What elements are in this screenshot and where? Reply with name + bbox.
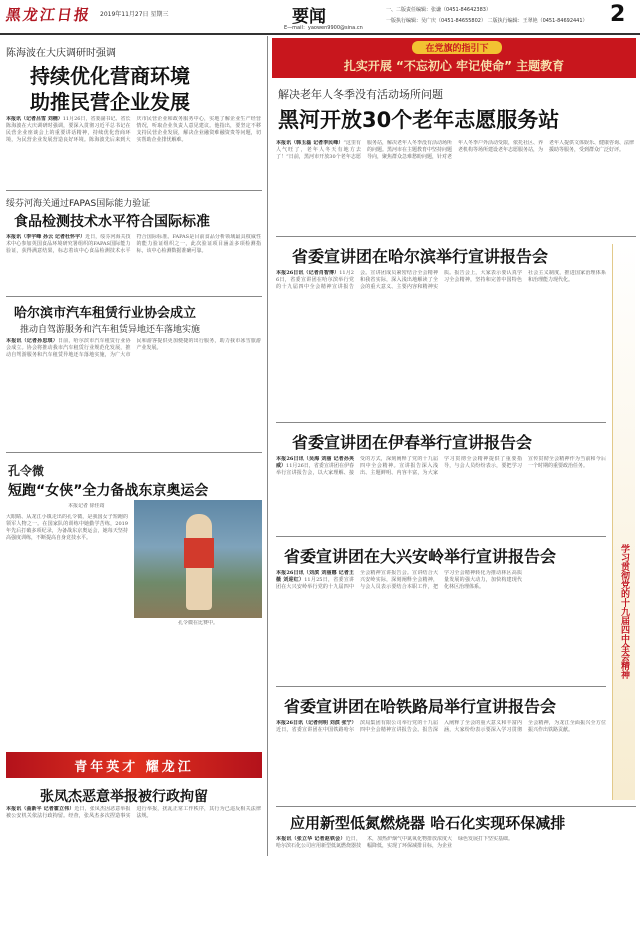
- a7-title: 省委宣讲团在哈尔滨举行宣讲报告会: [292, 247, 549, 266]
- a6-title: 黑河开放30个老年志愿服务站: [278, 108, 560, 132]
- top-banner: [272, 38, 636, 78]
- a1-rule: [6, 190, 262, 191]
- banner-title: 扎实开展 “不忘初心 牢记使命” 主题教育: [343, 59, 565, 73]
- column-banner: 青年英才 耀龙江: [6, 752, 262, 778]
- a2-title: 食品检测技术水平符合国际标准: [14, 214, 210, 230]
- a9-text: 11月25日，省委宣讲团在大兴安岭举行党的十九届四中全会精神宣讲报告会。宣讲结合大兴安岭实际，深刻阐释全会精神，与会人员表示要结合本职工作，把学习全会精神转化为推动林区高质量发展的强大动力，加快构建现代化林区治理体系。: [276, 570, 522, 590]
- a2-byline: 本报讯（李宇峰 孙云 记者杜怀宇）: [6, 234, 86, 240]
- athlete-photo: [134, 500, 262, 618]
- a6-byline: 本报讯（韩玉磊 记者李民峰）: [276, 140, 344, 146]
- a1-title-line-1: 持续优化营商环境: [30, 64, 190, 88]
- a8-rule: [276, 536, 606, 537]
- newspaper-logo: 黑龙江日报: [4, 6, 93, 24]
- a7-body: [276, 270, 606, 418]
- a11-body: [276, 836, 634, 930]
- a8-title: 省委宣讲团在伊春举行宣讲报告会: [292, 433, 533, 452]
- a4-body: [6, 514, 128, 749]
- a5-body: [6, 806, 261, 930]
- a5-text: 近日，张凤杰因恶意举报被公安机关依法行政拘留。经查，张凤杰多次捏造事实进行举报，扰乱正常工作秩序，其行为已违反相关法律法规。: [6, 806, 261, 819]
- editors-line-1: 一、二版责任编辑：张谦（0451-84642383）: [386, 7, 491, 13]
- a6-body: [276, 140, 634, 232]
- a2-kicker: 绥芬河海关通过FAPAS国际能力验证: [6, 199, 151, 209]
- a9-rule: [276, 686, 606, 687]
- a11-text: 近日，哈尔滨石化公司应用新型低氮燃烧器技术，加热炉烟气中氮氧化物排放浓度大幅降低，实现了环保减排目标，为企业绿色发展打下坚实基础。: [276, 836, 514, 849]
- a8-text: 11月26日，省委宣讲团在伊春举行宣讲报告会，以大家理解、接受的方式，深刻阐释了党的十九届四中全会精神。宣讲报告深入浅出、主题鲜明、内容丰富，为大家学习贯彻全会精神提供了重要指导，与会人员纷纷表示，要把学习宣传贯彻全会精神作为当前和今后一个时期的重要政治任务。: [276, 456, 606, 476]
- a1-title-line-2: 助推民营企业发展: [30, 90, 190, 114]
- a4-caption-wrap: [134, 620, 262, 628]
- a7-byline: 本报26日讯（记者肖智博）: [276, 270, 340, 276]
- a7-text: 11月26日，省委宣讲团在哈尔滨举行党的十九届四中全会精神宣讲报告会。宣讲团成员紧密结合全会精神和我省实际，深入浅出地解读了全会的重大意义、主要内容和精神实质。报告会上，大家表示要认真学习全会精神，坚持和完善中国特色社会主义制度，推进国家治理体系和治理能力现代化。: [276, 270, 606, 290]
- a6-text: “这里有人气旺了，老年人冬天有地方去了！”日前，黑河市开放30个老年志愿服务站，解决老年人冬季没有活动场所的问题。黑河市在主题教育中坚持问题导向，聚焦群众急难愁盼问题，针对老年人冬季户外活动受限，依托社区、养老机构等场所建设老年志愿服务站，为老年人提供文体娱乐、健康咨询、法律援助等服务，受到群众广泛好评。: [276, 140, 634, 160]
- right-bottom-rule: [276, 806, 636, 807]
- banner-kicker-pill: 在党旗的指引下: [412, 41, 502, 54]
- a9-body: [276, 570, 606, 682]
- a2-rule: [6, 296, 262, 297]
- a10-text: 近日，省委宣讲团在中国铁路哈尔滨局集团有限公司举行党的十九届四中全会精神宣讲报告会。报告深入阐释了全会的重大意义和丰富内涵，大家纷纷表示要深入学习贯彻全会精神，为龙江全面振兴全方位振兴作出铁路贡献。: [276, 720, 606, 733]
- a3-rule: [6, 452, 262, 453]
- a10-title: 省委宣讲团在哈铁路局举行宣讲报告会: [284, 697, 557, 716]
- a10-body: [276, 720, 606, 800]
- editors-line-2: 一版执行编辑：吴广庆（0451-84655802） 二版执行编辑：王翠艳（0451-84692441）: [386, 18, 588, 24]
- side-banner: [612, 244, 635, 800]
- a3-text: 日前，哈尔滨市汽车租赁行业协会成立。协会将推动我市汽车租赁行业规范化发展，推动自驾游服务和汽车租赁异地还车落地实施，为广大市民和游客提供更加便捷的出行服务，助力我市冰雪旅游产业发展。: [6, 338, 261, 358]
- a7-rule: [276, 422, 606, 423]
- a5-byline: 本报讯（曲新平 记者霍立伟）: [6, 806, 75, 812]
- section-email: E—mail：yaowen9900@sina.cn: [284, 25, 363, 31]
- a11-byline: 本报讯（张立华 记者赵铁会）: [276, 836, 346, 842]
- a8-byline: 本报26日讯（吴海 刘丽 记者孙英威）: [276, 456, 354, 469]
- a1-byline: 本报讯（记者吕雪 刘楠）: [6, 116, 63, 122]
- section-title: 要闻: [292, 7, 326, 27]
- a10-byline: 本报26日讯（记者何明 刘滨 张宁）: [276, 720, 357, 726]
- a6-kicker: 解决老年人冬季没有活动场所问题: [278, 88, 443, 101]
- a1-text: 11月26日，省委副书记、省长陈海波在大庆调研时强调，要深入贯彻习近平总书记在民营企业座谈会上的重要讲话精神，持续优化营商环境，为民营企业发展营造良好环境。陈海波先后来到大庆市民营企业和政务服务中心，实地了解企业生产经营情况，听取企业负责人意见建议。他指出，要坚定不移支持民营企业发展，解决企业融资难融资贵等问题，切实帮助企业排忧解难。: [6, 116, 261, 143]
- athlete-jersey: [184, 538, 214, 568]
- masthead-rule: [0, 33, 640, 35]
- a3-byline: 本报讯（记者孙思琪）: [6, 338, 58, 344]
- side-banner-text: 学习贯彻党的十九届四中全会精神: [619, 544, 629, 679]
- a4-kicker: 孔令微: [8, 464, 45, 478]
- a9-title: 省委宣讲团在大兴安岭举行宣讲报告会: [284, 547, 557, 566]
- a1-kicker: 陈海波在大庆调研时强调: [6, 48, 116, 59]
- a4-text: 大眼睛、从龙江小镇走出的孔令微，是我国女子短跑的领军人物之一。在国家队的训练中她勤学苦练，2019年先后打破多项纪录，为备战东京奥运会，她每天坚持高强度训练，不断提高自身竞技水平。: [6, 514, 128, 541]
- a1-body: [6, 116, 261, 186]
- a3-title: 哈尔滨市汽车租赁行业协会成立: [14, 306, 197, 321]
- a8-body: [276, 456, 606, 532]
- issue-date: 2019年11月27日 星期三: [100, 11, 169, 18]
- a3-subtitle: 推动自驾游服务和汽车租赁异地还车落地实施: [20, 325, 201, 335]
- masthead-bar: [0, 0, 640, 33]
- a2-body: [6, 234, 261, 294]
- a4-byline: 本报记者 徐佳筠: [68, 503, 105, 509]
- a6-rule: [276, 236, 636, 237]
- page-number: 2: [610, 2, 626, 27]
- a4-caption: 孔令微在比赛中。: [177, 620, 218, 626]
- a5-title: 张凤杰恶意举报被行政拘留: [40, 789, 208, 805]
- a2-text: 近日，绥芬河海关技术中心参加英国食品环境研究署组织的FAPAS国际能力验证，获得满意结果，标志着该中心食品检测技术水平符合国际标准。FAPAS是目前食品分析领域最具权威性的能力验证组织之一，此次验证项目涵盖多项检测指标，该中心检测数据准确可靠。: [6, 234, 261, 254]
- a3-body: [6, 338, 261, 410]
- a9-byline: 本报26日讯（刘滨 刘丽娜 记者王薇 刘迎红）: [276, 570, 354, 583]
- a4-body-2: [134, 632, 262, 749]
- a11-title: 应用新型低氮燃烧器 哈石化实现环保减排: [290, 814, 566, 832]
- column-divider: [267, 36, 268, 856]
- a4-title: 短跑“女侠”全力备战东京奥运会: [8, 483, 209, 499]
